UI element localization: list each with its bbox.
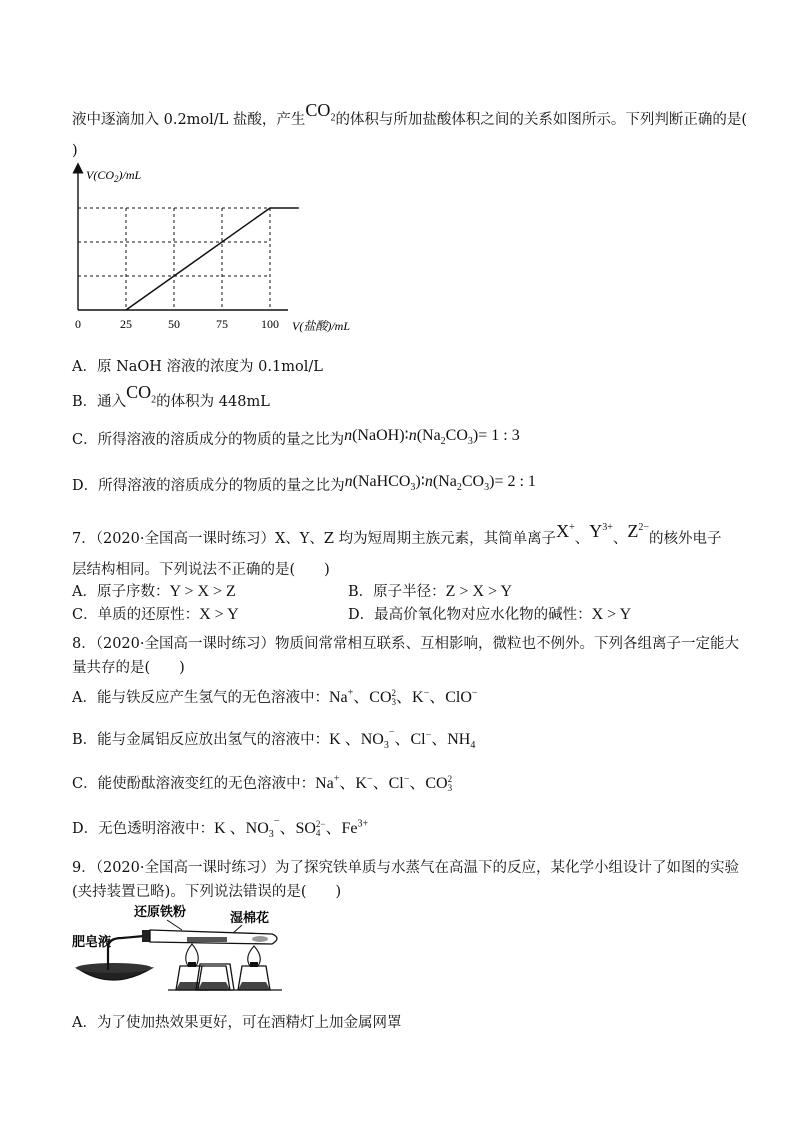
co2-volume-chart [60, 160, 380, 340]
label-iron-powder: 还原铁粉 [134, 904, 187, 919]
ion-z: $Z^{2-}$ [627, 521, 649, 541]
q7-option-d: D．最高价氧化物对应水化物的碱性：X > Y [348, 606, 632, 623]
q9-stem-line2: (夹持装置已略)。下列说法错误的是( ) [72, 884, 342, 900]
q6-option-a: A．原 NaOH 溶液的浓度为 0.1mol/L [72, 359, 323, 375]
series-line [126, 208, 299, 310]
ratio-expression-c: $n(NaOH)∶n(Na_2CO_3)= 1$ : 3 [344, 427, 520, 448]
ion-list-d: K 、$NO_3^-$、SO 2− 4 、$Fe^{3+}$ [214, 815, 369, 841]
q7-stem-line1: 7．（2020·全国高一课时练习）X、Y、Z 均为短周期主族元素，其简单离子X+、$Y^{3+}$、$Z^{2-}$的核外电子 [72, 521, 722, 547]
y-axis-label: $V(CO_2)/mL$ [86, 168, 142, 184]
q6-option-c: C．所得溶液的溶质成分的物质的量之比为$n(NaOH)∶n(Na_2CO_3)= 1$ : 3 [72, 427, 520, 448]
ratio-expression-d: $n(NaHCO_3)∶n(Na_2CO_3)= 2$ : 1 [344, 473, 536, 494]
q7-option-a: A．原子序数：Y > X > Z [72, 583, 236, 600]
co2-formula: $CO_2$ [126, 382, 157, 406]
x-tick-label: 75 [216, 317, 228, 331]
ion-y: $Y^{3+}$ [589, 521, 613, 541]
q6-paren-close: ) [72, 143, 78, 159]
q6-stem-line [72, 100, 748, 130]
q8-option-b: B．能与金属铝反应放出氢气的溶液中：K 、$NO_3^-$、Cl−、$NH_4$ [72, 726, 476, 752]
x-tick-label: 25 [120, 317, 132, 331]
label-wet-cotton: 湿棉花 [230, 910, 270, 925]
q6-option-d: D．所得溶液的溶质成分的物质的量之比为$n(NaHCO_3)∶n(Na_2CO_3)= 2$ : 1 [72, 473, 536, 494]
q8-stem-line2: 量共存的是( ) [72, 660, 185, 676]
q6-option-b: B．通入$CO_2$的体积为 448mL [72, 382, 270, 410]
x-tick-label: 50 [168, 317, 180, 331]
ion-list-a: Na+、CO 2 3 、K−、ClO− [328, 687, 478, 708]
ion-list-c: Na+、K−、Cl−、CO 2 3 [315, 773, 453, 794]
q6-stem-part-b: 的体积与所加盐酸体积之间的关系如图所示。下列判断正确的是( [335, 112, 748, 128]
x-tick-label: 100 [261, 317, 279, 331]
q7-option-c: C．单质的还原性：X > Y [72, 606, 239, 623]
co2-formula: $CO_2$ [305, 100, 336, 124]
q7-option-b: B．原子半径：Z > X > Y [348, 583, 512, 600]
q9-stem-line1: 9．（2020·全国高一课时练习）为了探究铁单质与水蒸气在高温下的反应，某化学小组设计了如图的实验 [72, 860, 739, 876]
q7-stem-line2: 层结构相同。下列说法不正确的是( ) [72, 562, 330, 578]
ion-x: X+ [556, 521, 575, 541]
q8-option-c: C．能使酚酞溶液变红的无色溶液中：Na+、K−、Cl−、CO 2 3 [72, 773, 453, 794]
label-soap-solution: 肥皂液 [72, 934, 112, 949]
q8-option-a: A．能与铁反应产生氢气的无色溶液中：Na+、CO 2 3 、K−、ClO− [72, 687, 478, 708]
q9-option-a: A．为了使加热效果更好，可在酒精灯上加金属网罩 [72, 1015, 402, 1031]
apparatus-diagram [72, 900, 312, 995]
ion-list-b: K 、$NO_3^-$、Cl−、$NH_4$ [329, 726, 476, 752]
q6-stem-part-a: 液中逐滴加入 0.2mol/L 盐酸，产生 [72, 112, 306, 128]
alcohol-lamp-2 [198, 966, 230, 990]
q8-option-d: D．无色透明溶液中：K 、$NO_3^-$、SO 2− 4 、$Fe^{3+}$ [72, 815, 369, 841]
x-tick-label: 0 [75, 317, 81, 331]
x-axis-label: V(盐酸)/mL [292, 319, 350, 333]
q8-stem-line1: 8．（2020·全国高一课时练习）物质间常常相互联系、互相影响，微粒也不例外。下列各组离子一定能大 [72, 636, 739, 652]
